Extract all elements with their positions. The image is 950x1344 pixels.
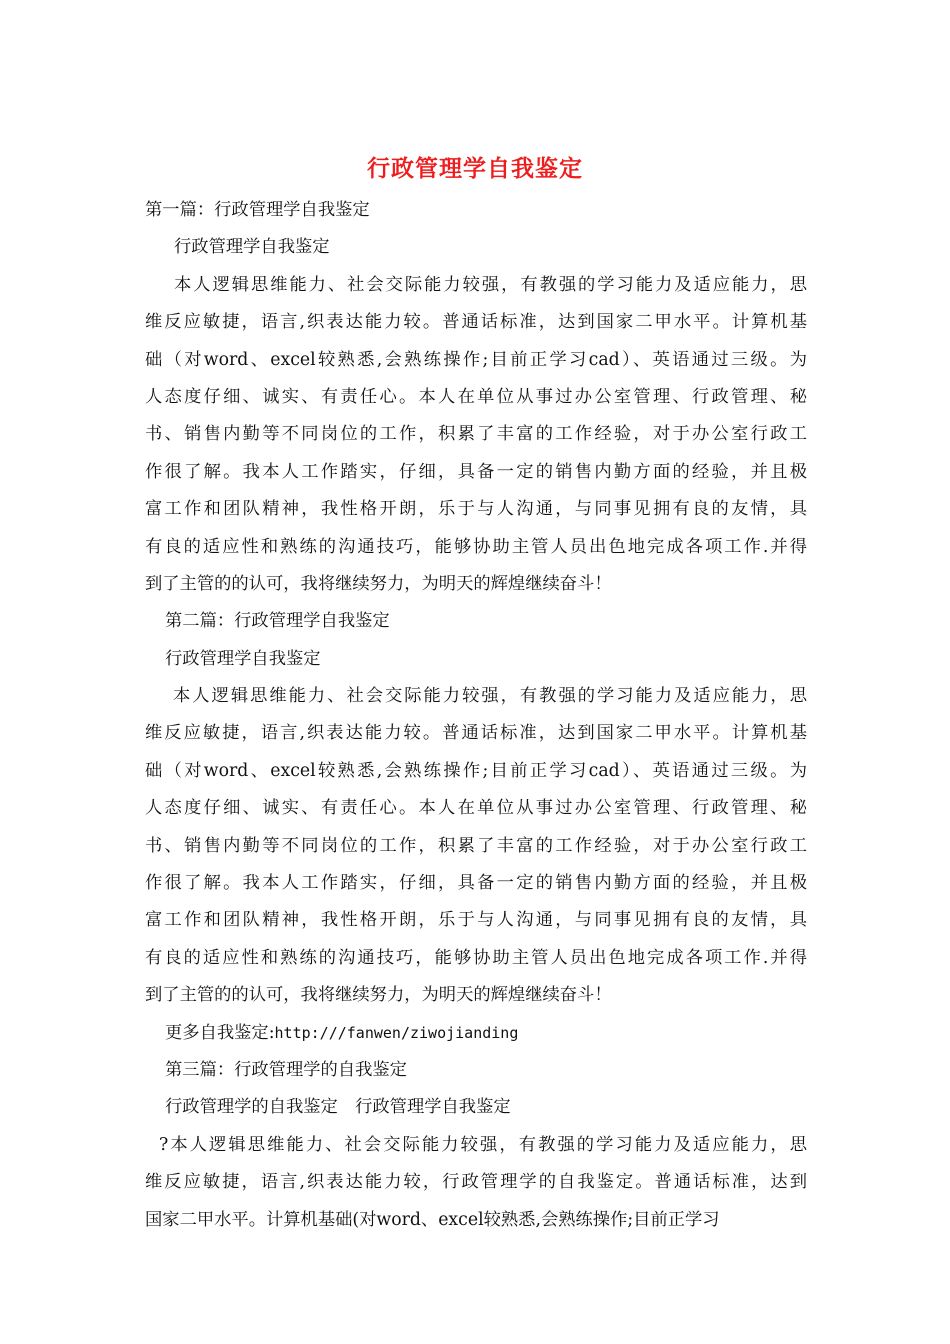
- section2-subtitle: 行政管理学自我鉴定: [165, 648, 321, 669]
- section3-line: 国家二甲水平。计算机基础(对word、excel较熟悉,会熟练操作;目前正学习: [145, 1209, 720, 1230]
- section2-line: 维反应敏捷，语言,织表达能力较。普通话标准，达到国家二甲水平。计算机基: [145, 723, 807, 744]
- section3-heading: 第三篇：行政管理学的自我鉴定: [165, 1059, 407, 1080]
- section2-line: 书、销售内勤等不同岗位的工作，积累了丰富的工作经验，对于办公室行政工: [145, 835, 807, 856]
- section2-line: 人态度仔细、诚实、有责任心。本人在单位从事过办公室管理、行政管理、秘: [145, 798, 807, 819]
- section1-line: 富工作和团队精神，我性格开朗，乐于与人沟通，与同事见拥有良的友情，具: [145, 499, 807, 520]
- document-body: [145, 192, 807, 1239]
- document-title: 行政管理学自我鉴定: [367, 155, 583, 182]
- section3-line: 维反应敏捷，语言,织表达能力较，行政管理学的自我鉴定。普通话标准，达到: [145, 1172, 807, 1193]
- section2-line: 础（对word、excel较熟悉,会熟练操作;目前正学习cad）、英语通过三级。为: [145, 760, 807, 781]
- section2-heading: 第二篇：行政管理学自我鉴定: [165, 611, 390, 632]
- more-link-line: [145, 1015, 807, 1052]
- section1-line: 础（对word、excel较熟悉,会熟练操作;目前正学习cad）、英语通过三级。为: [145, 349, 807, 370]
- section1-line: 作很了解。我本人工作踏实，仔细，具备一定的销售内勤方面的经验，并且极: [145, 461, 807, 482]
- section1-line: 本人逻辑思维能力、社会交际能力较强，有教强的学习能力及适应能力，思: [174, 274, 807, 295]
- section1-line: 人态度仔细、诚实、有责任心。本人在单位从事过办公室管理、行政管理、秘: [145, 386, 807, 407]
- section2-line: 本人逻辑思维能力、社会交际能力较强，有教强的学习能力及适应能力，思: [173, 686, 807, 707]
- section3-subtitle: 行政管理学的自我鉴定 行政管理学自我鉴定: [165, 1097, 511, 1118]
- section1-line: 有良的适应性和熟练的沟通技巧，能够协助主管人员出色地完成各项工作.并得: [145, 536, 807, 557]
- section2-line: 有良的适应性和熟练的沟通技巧，能够协助主管人员出色地完成各项工作.并得: [145, 947, 807, 968]
- section1-line: 维反应敏捷，语言,织表达能力较。普通话标准，达到国家二甲水平。计算机基: [145, 312, 807, 333]
- section3-line: ?本人逻辑思维能力、社会交际能力较强，有教强的学习能力及适应能力，思: [159, 1134, 807, 1155]
- section1-line: 到了主管的的认可，我将继续努力，为明天的辉煌继续奋斗！: [145, 573, 612, 594]
- section1-subtitle: 行政管理学自我鉴定: [174, 237, 330, 258]
- section2-line: 富工作和团队精神，我性格开朗，乐于与人沟通，与同事见拥有良的友情，具: [145, 910, 807, 931]
- section1-heading: 第一篇：行政管理学自我鉴定: [145, 200, 370, 220]
- more-url-link[interactable]: http:///fanwen/ziwojianding: [274, 1023, 519, 1042]
- more-label: 更多自我鉴定:: [165, 1022, 275, 1043]
- section2-line: 到了主管的的认可，我将继续努力，为明天的辉煌继续奋斗！: [145, 985, 612, 1006]
- section2-line: 作很了解。我本人工作踏实，仔细，具备一定的销售内勤方面的经验，并且极: [145, 873, 807, 894]
- section1-line: 书、销售内勤等不同岗位的工作，积累了丰富的工作经验，对于办公室行政工: [145, 424, 807, 445]
